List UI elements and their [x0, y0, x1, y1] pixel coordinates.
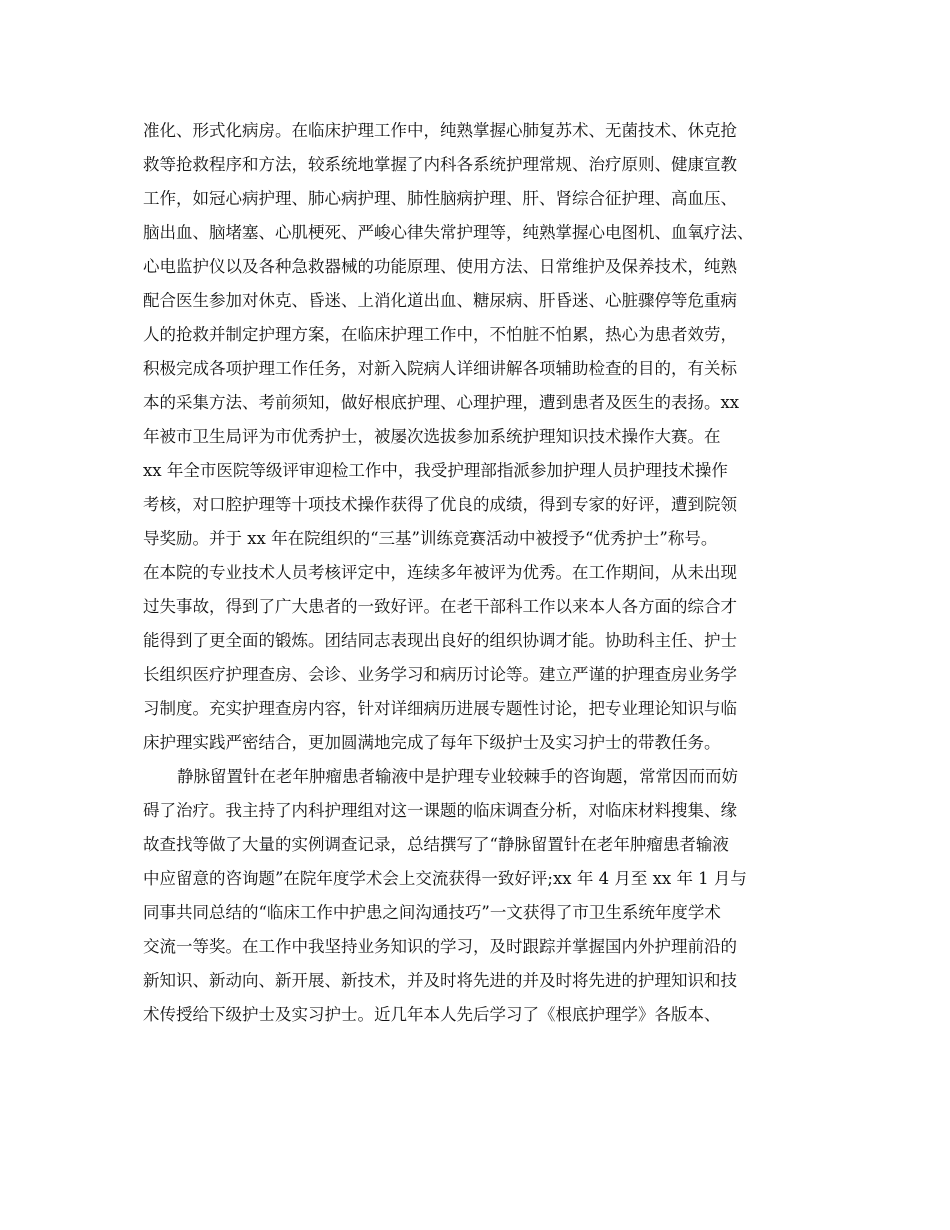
text-line: 在本院的专业技术人员考核评定中，连续多年被评为优秀。在工作期间，从未出现 — [143, 563, 737, 582]
text-line: 过失事故，得到了广大患者的一致好评。在老干部科工作以来本人各方面的综合才 — [143, 597, 737, 616]
text-line: 积极完成各项护理工作任务，对新入院病人详细讲解各项辅助检查的目的，有关标 — [143, 359, 737, 378]
text-line: 新知识、新动向、新开展、新技术，并及时将先进的并及时将先进的护理知识和技 — [143, 971, 737, 990]
text-line: 同事共同总结的“临床工作中护患之间沟通技巧”一文获得了市卫生系统年度学术 — [143, 903, 721, 922]
paragraph-2 — [143, 760, 810, 1032]
text-line: 工作，如冠心病护理、肺心病护理、肺性脑病护理、肝、肾综合征护理、高血压、 — [143, 189, 737, 208]
text-line: 长组织医疗护理查房、会诊、业务学习和病历讨论等。建立严谨的护理查房业务学 — [143, 665, 737, 684]
paragraph-1 — [143, 114, 810, 760]
text-line: 考核，对口腔护理等十项技术操作获得了优良的成绩，得到专家的好评，遭到院领 — [143, 495, 737, 514]
text-line: 术传授给下级护士及实习护士。近几年本人先后学习了《根底护理学》各版本、 — [143, 1005, 721, 1024]
text-line: 床护理实践严密结合，更加圆满地完成了每年下级护士及实习护士的带教任务。 — [143, 733, 721, 752]
text-line: 中应留意的咨询题”在院年度学术会上交流获得一致好评;xx 年 4 月至 xx 年 1 月与 — [143, 869, 747, 888]
text-line: 人的抢救并制定护理方案，在临床护理工作中，不怕脏不怕累，热心为患者效劳， — [143, 325, 737, 344]
text-line: 导奖励。并于 xx 年在院组织的“三基”训练竞赛活动中被授予“优秀护士”称号。 — [143, 529, 718, 548]
text-line: 心电监护仪以及各种急救器械的功能原理、使用方法、日常维护及保养技术，纯熟 — [143, 257, 737, 276]
text-line: 本的采集方法、考前须知，做好根底护理、心理护理，遭到患者及医生的表扬。xx — [143, 393, 740, 412]
text-line: 静脉留置针在老年肿瘤患者输液中是护理专业较棘手的咨询题，常常因而而妨 — [177, 767, 738, 786]
text-line: 故查找等做了大量的实例调查记录，总结撰写了“静脉留置针在老年肿瘤患者输液 — [143, 835, 729, 854]
text-line: 交流一等奖。在工作中我坚持业务知识的学习，及时跟踪并掌握国内外护理前沿的 — [143, 937, 737, 956]
text-line: xx 年全市医院等级评审迎检工作中，我受护理部指派参加护理人员护理技术操作 — [143, 461, 728, 480]
text-line: 年被市卫生局评为市优秀护士，被屡次选拔参加系统护理知识技术操作大赛。在 — [143, 427, 721, 446]
text-line: 能得到了更全面的锻炼。团结同志表现出良好的组织协调才能。协助科主任、护士 — [143, 631, 737, 650]
text-line: 习制度。充实护理查房内容，针对详细病历进展专题性讨论，把专业理论知识与临 — [143, 699, 737, 718]
text-line: 配合医生参加对休克、昏迷、上消化道出血、糖尿病、肝昏迷、心脏骤停等危重病 — [143, 291, 737, 310]
document-body — [143, 114, 810, 1032]
text-line: 碍了治疗。我主持了内科护理组对这一课题的临床调查分析，对临床材料搜集、缘 — [143, 801, 737, 820]
text-line: 救等抢救程序和方法，较系统地掌握了内科各系统护理常规、治疗原则、健康宣教 — [143, 155, 737, 174]
text-line: 脑出血、脑堵塞、心肌梗死、严峻心律失常护理等，纯熟掌握心电图机、血氧疗法、 — [143, 223, 754, 242]
text-line: 准化、形式化病房。在临床护理工作中，纯熟掌握心肺复苏术、无菌技术、休克抢 — [143, 121, 737, 140]
